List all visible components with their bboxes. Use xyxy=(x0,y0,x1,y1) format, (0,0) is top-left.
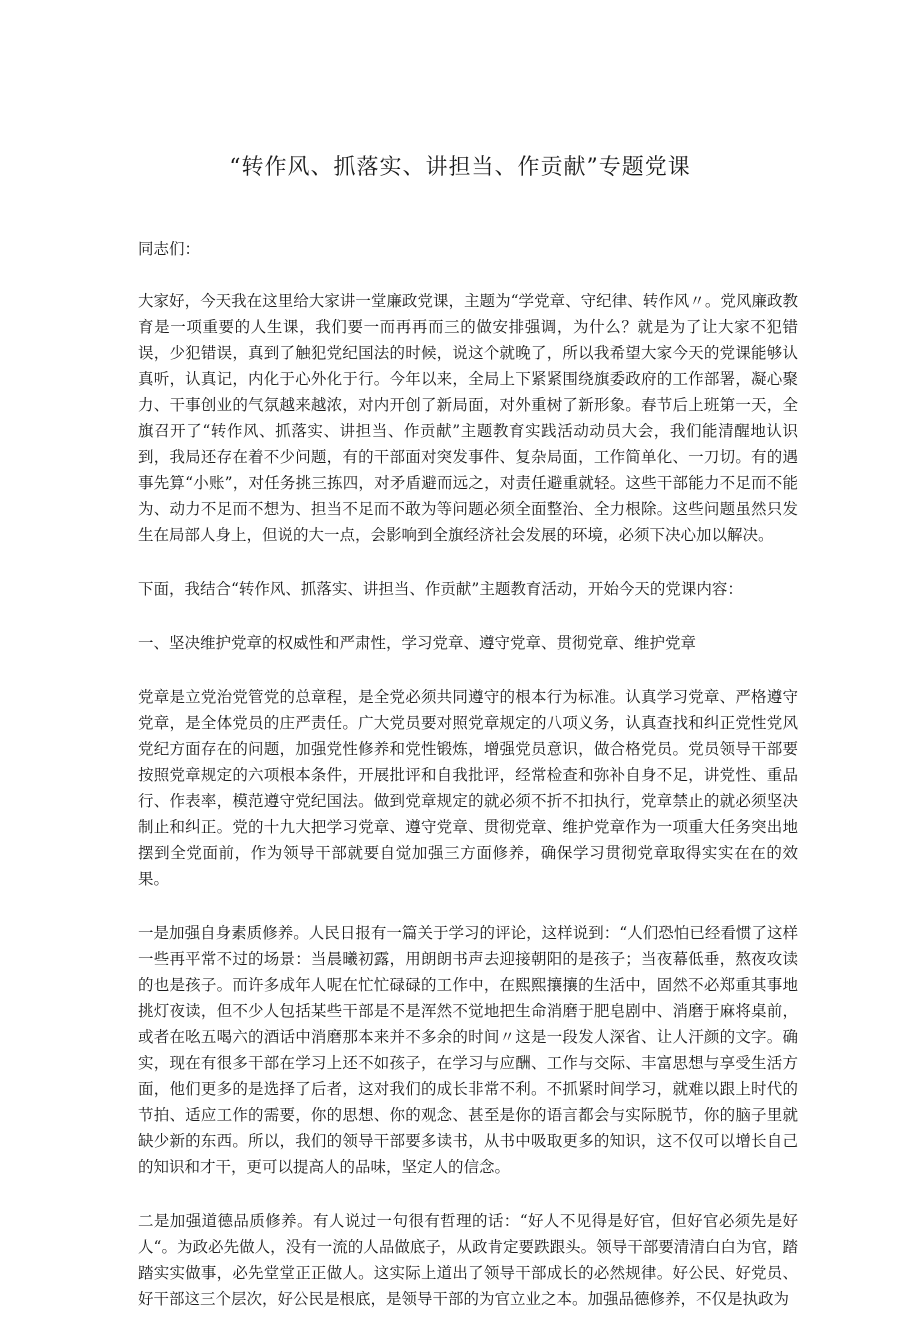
paragraph-party-constitution: 党章是立党治党管党的总章程，是全党必须共同遵守的根本行为标准。认真学习党章、严格遵守党章，是全体党员的庄严责任。广大党员要对照党章规定的八项义务，认真查找和纠正党性党风党纪方面存在的问题，加强党性修养和党性锻炼，增强党员意识，做合格党员。党员领导干部要按照党章规定的六项根本条件，开展批评和自我批评，经常检查和弥补自身不足，讲党性、重品行、作表率，模范遵守党纪国法。做到党章规定的就必须不折不扣执行，党章禁止的就必须坚决制止和纠正。党的十九大把学习党章、遵守党章、贯彻党章、维护党章作为一项重大任务突出地摆到全党面前，作为领导干部就要自觉加强三方面修养，确保学习贯彻党章取得实实在在的效果。 xyxy=(138,688,798,888)
section-heading-1: 一、坚决维护党章的权威性和严肃性，学习党章、遵守党章、贯彻党章、维护党章 xyxy=(138,634,697,652)
paragraph-intro: 大家好，今天我在这里给大家讲一堂廉政党课，主题为“学党章、守纪律、转作风〃。党风廉政教育是一项重要的人生课，我们要一而再再而三的做安排强调，为什么？就是为了让大家不犯错误，少犯错误，真到了触犯党纪国法的时候，说这个就晚了，所以我希望大家今天的党课能够认真听，认真记，内化于心外化于行。今年以来，全局上下紧紧围绕旗委政府的工作部署，凝心聚力、干事创业的气氛越来越浓，对内开创了新局面，对外重树了新形象。春节后上班第一天，全旗召开了“转作风、抓落实、讲担当、作贡献”主题教育实践活动动员大会，我们能清醒地认识到，我局还存在着不少问题，有的干部面对突发事件、复杂局面，工作简单化、一刀切。有的遇事先算“小账”，对任务挑三拣四，对矛盾避而远之，对责任避重就轻。这些干部能力不足而不能为、动力不足而不想为、担当不足而不敢为等问题必须全面整治、全力根除。这些问题虽然只发生在局部人身上，但说的大一点，会影响到全旗经济社会发展的环境，必须下决心加以解决。 xyxy=(138,292,798,544)
page-title: “转作风、抓落实、讲担当、作贡献”专题党课 xyxy=(229,155,691,180)
document-body xyxy=(138,236,798,1340)
paragraph-self-quality: 一是加强自身素质修养。人民日报有一篇关于学习的评论，这样说到：“人们恐怕已经看惯了这样一些再平常不过的场景：当晨曦初露，用朗朗书声去迎接朝阳的是孩子；当夜幕低垂，熬夜攻读的也是孩子。而许多成年人呢在忙忙碌碌的工作中，在熙熙攘攘的生活中，固然不必郑重其事地挑灯夜读，但不少人包括某些干部是不是浑然不觉地把生命消磨于肥皂剧中、消磨于麻将桌前，或者在吆五喝六的酒话中消磨那本来并不多余的时间〃这是一段发人深省、让人汗颜的文字。确实，现在有很多干部在学习上还不如孩子，在学习与应酬、工作与交际、丰富思想与享受生活方面，他们更多的是选择了后者，这对我们的成长非常不利。不抓紧时间学习，就难以跟上时代的节拍、适应工作的需要，你的思想、你的观念、甚至是你的语言都会与实际脱节，你的脑子里就缺少新的东西。所以，我们的领导干部要多读书，从书中吸取更多的知识，这不仅可以增长自己的知识和才干，更可以提高人的品味，坚定人的信念。 xyxy=(138,924,798,1176)
paragraph-transition: 下面，我结合“转作风、抓落实、讲担当、作贡献”主题教育活动，开始今天的党课内容： xyxy=(138,580,743,598)
paragraph-moral-quality: 二是加强道德品质修养。有人说过一句很有哲理的话：“好人不见得是好官，但好官必须先是好人“。为政必先做人，没有一流的人品做底子，从政肯定要跌跟头。领导干部要清清白白为官，踏踏实实做事，必先堂堂正正做人。这实际上道出了领导干部成长的必然规律。好公民、好党员、好干部这三个层次，好公民是根底，是领导干部的为官立业之本。加强品德修养，不仅是执政为 xyxy=(138,1212,798,1308)
salutation: 同志们： xyxy=(138,240,201,258)
